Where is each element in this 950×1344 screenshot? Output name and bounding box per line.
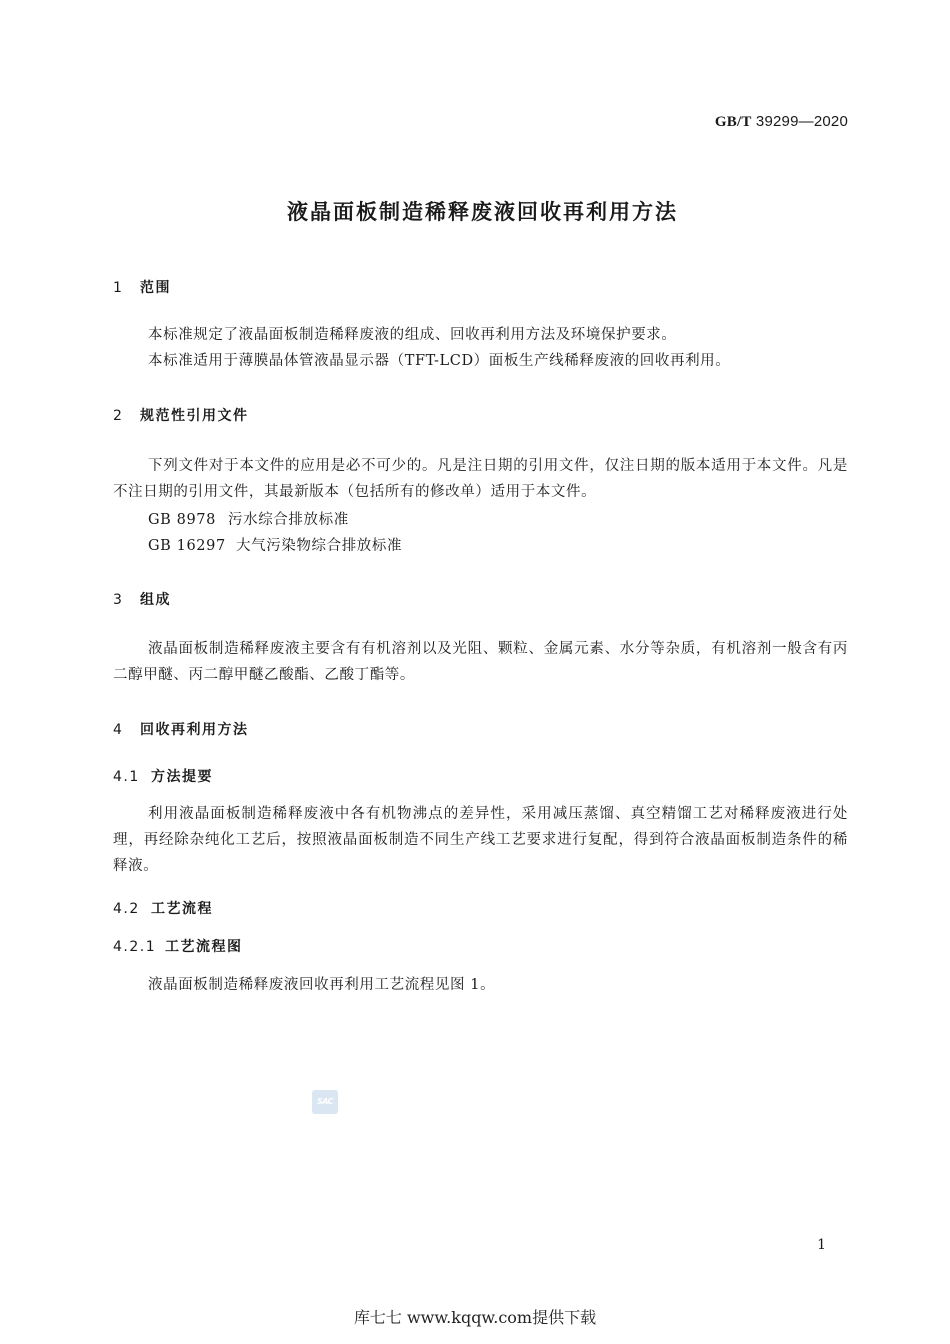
reference-item [148, 508, 349, 529]
section-1-title: 范围 [140, 280, 171, 296]
section-2-number: 2 [113, 408, 124, 424]
sac-watermark-logo: SAC [312, 1090, 338, 1114]
section-2-heading [113, 405, 249, 425]
section-2-title: 规范性引用文件 [140, 408, 249, 424]
reference-name: 污水综合排放标准 [228, 512, 349, 528]
section-4-1-heading [113, 766, 213, 786]
reference-name: 大气污染物综合排放标准 [236, 538, 403, 554]
section-4-1-number: 4.1 [113, 769, 140, 785]
section-4-1-title: 方法提要 [151, 769, 213, 785]
section-1-paragraph-1: 本标准规定了液晶面板制造稀释废液的组成、回收再利用方法及环境保护要求。 [148, 327, 677, 343]
section-4-2-number: 4.2 [113, 901, 140, 917]
section-4-heading [113, 719, 249, 739]
section-1-number: 1 [113, 280, 124, 296]
section-2-paragraph-1: 下列文件对于本文件的应用是必不可少的。凡是注日期的引用文件，仅注日期的版本适用于本文件。凡是不注日期的引用文件，其最新版本（包括所有的修改单）适用于本文件。 [113, 458, 848, 500]
section-1-paragraph-2: 本标准适用于薄膜晶体管液晶显示器（TFT-LCD）面板生产线稀释废液的回收再利用。 [148, 353, 731, 369]
section-3-heading [113, 589, 171, 609]
reference-code: GB 8978 [148, 512, 216, 528]
section-4-2-1-number: 4.2.1 [113, 939, 157, 955]
download-footer: 库七七 www.kqqw.com提供下载 [353, 1308, 597, 1327]
section-1-heading [113, 277, 171, 297]
standard-number [715, 113, 848, 131]
reference-item [148, 534, 402, 555]
section-4-2-1-title: 工艺流程图 [165, 939, 243, 955]
page-number: 1 [817, 1237, 826, 1253]
standard-code: 39299—2020 [755, 113, 848, 130]
section-4-1-paragraph-1: 利用液晶面板制造稀释废液中各有机物沸点的差异性，采用减压蒸馏、真空精馏工艺对稀释废液进行处理，再经除杂纯化工艺后，按照液晶面板制造不同生产线工艺要求进行复配，得到符合液晶面板制造条件的稀释液。 [113, 806, 848, 874]
section-4-number: 4 [113, 722, 124, 738]
section-4-2-1-heading [113, 936, 243, 956]
section-4-2-title: 工艺流程 [151, 901, 213, 917]
reference-code: GB 16297 [148, 538, 226, 554]
document-title: 液晶面板制造稀释废液回收再利用方法 [287, 200, 678, 224]
section-3-paragraph-1: 液晶面板制造稀释废液主要含有有机溶剂以及光阻、颗粒、金属元素、水分等杂质，有机溶剂一般含有丙二醇甲醚、丙二醇甲醚乙酸酯、乙酸丁酯等。 [113, 641, 848, 683]
section-4-2-heading [113, 898, 213, 918]
section-4-title: 回收再利用方法 [140, 722, 249, 738]
standard-prefix: GB/T [714, 114, 752, 130]
section-3-title: 组成 [140, 592, 171, 608]
section-4-2-1-paragraph-1: 液晶面板制造稀释废液回收再利用工艺流程见图 1。 [148, 977, 496, 993]
section-3-number: 3 [113, 592, 124, 608]
